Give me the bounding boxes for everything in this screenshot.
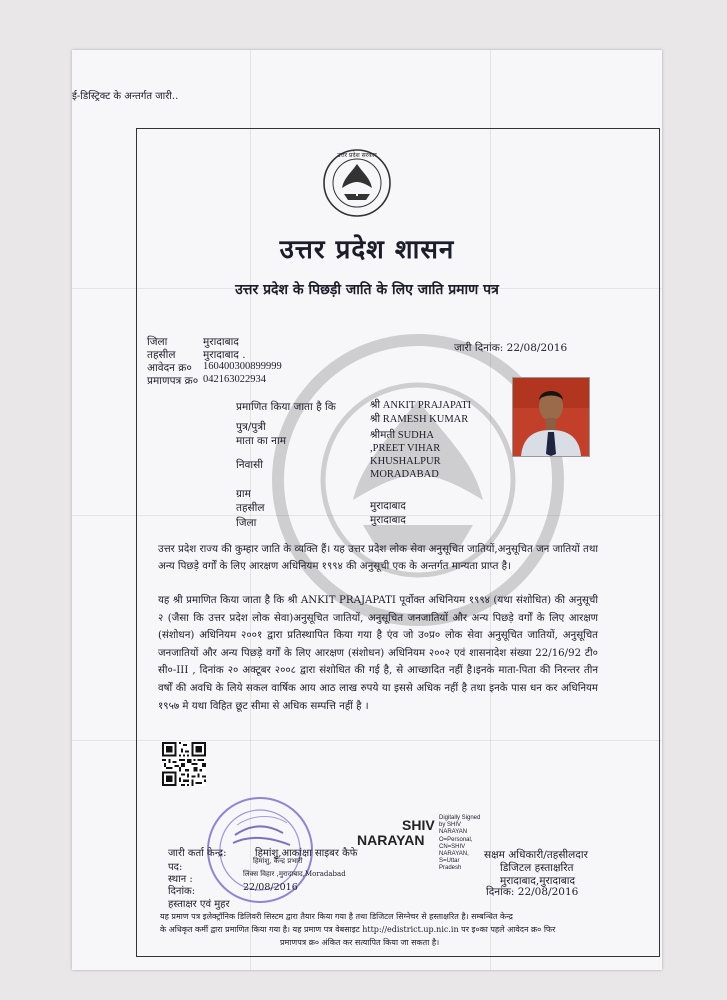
issue-date: जारी दिनांक: 22/08/2016 xyxy=(454,342,568,354)
footer-line-2: के अधिकृत कर्मी द्वारा प्रमाणित किया गया है। यह प्रमाण पत्र वेबसाइट http://edistrict.up.nic.in पर इ०का पहले आवेदन क्र० फिर xyxy=(160,925,556,934)
dsig-line: NARAYAN, xyxy=(439,851,469,858)
issuer-date-value: 22/08/2016 xyxy=(243,882,298,893)
declaration-paragraph: यह श्री प्रमाणित किया जाता है कि श्री ANKIT PRAJAPATI पूर्वोक्त अधिनियम १९९४ (यथा संशोधित) की अनुसूची २ (जैसा कि उत्तर प्रदेश लोक सेवा)अनुसूचित जातियों, अनुसूचित जनजातियों और अन्य पिछड़े वर्गों के लिए आरक्षण (संशोधन) अधिनियम २००१ द्वारा प्रतिस्थापित किया गया है एंव जो उ०प्र० लोक सेवा अनुसूचित जातियों, अनुसूचित जनजातियों और अन्य पिछड़े वर्गों के लिए आरक्षण (संशोधन) अधिनियम २००२ एवं शासनादेश संख्या 22/16/92 टी० सी०-III , दिनांक २० अक्टूबर २००८ द्वारा संशोधित की गई है, से आच्छादित नहीं है।इनके माता-पिता की निरन्तर तीन वर्षों की अवधि के लिये सकल वार्षिक आय आठ लाख रुपये या इससे अधिक नहीं है तथा इनके पास धन कर अधिनियम १९५७ मे यथा विहित छूट सीमा से अधिक सम्पत्ति नहीं है । xyxy=(158,595,598,712)
village-label: ग्राम xyxy=(236,488,251,500)
issuer-post-label: पद: xyxy=(168,862,183,873)
dsig-line: by SHIV xyxy=(439,822,462,829)
certificate-no-label: प्रमाणपत्र क्र० xyxy=(147,375,199,387)
district-label-2: जिला xyxy=(236,517,257,529)
footer-line-1: यह प्रमाण पत्र इलेक्ट्रॉनिक डिलिवरी सिस्टम द्वारा तैयार किया गया है तथा डिजिटल सिग्नेचर से हस्ताक्षरित है। सम्बन्धित केन्द्र xyxy=(160,912,513,921)
signer-line-2: NARAYAN xyxy=(357,832,425,848)
address-line-1: ,PREET VIHAR xyxy=(370,443,441,454)
tehsil-label: तहसील xyxy=(147,349,176,361)
application-no-label: आवेदन क्र० xyxy=(147,362,192,374)
district-label: जिला xyxy=(147,336,168,348)
dsig-line: Digitally Signed xyxy=(439,815,481,821)
authority-line-3: मुरादाबाद,मुरादाबाद xyxy=(500,875,576,887)
page-title: उत्तर प्रदेश शासन xyxy=(279,235,455,265)
issuer-date-label: दिनांक: xyxy=(168,886,196,897)
sign-and-seal-label: हस्ताक्षर एवं मुहर xyxy=(168,899,230,910)
issuer-place-value: लिंक्स विहार ,मुरादाबाद,Moradabad xyxy=(243,870,346,878)
qr-code-icon xyxy=(162,742,206,786)
digital-signer-name xyxy=(357,818,435,848)
address-line-3: MORADABAD xyxy=(370,469,439,480)
caste-paragraph: उत्तर प्रदेश राज्य की कुम्हार जाति के व्यक्ति हैं। यह उत्तर प्रदेश लोक सेवा अनुसूचित जातियों,अनुसूचित जन जातियों तथा अन्य पिछड़े वर्गों के लिए आरक्षण अधिनियम १९९४ की अनुसूची एक के अन्तर्गत मान्यता प्राप्त है। xyxy=(158,544,598,572)
authority-date: दिनांक: 22/08/2016 xyxy=(486,886,579,898)
issuer-place-label: स्थान : xyxy=(168,874,193,885)
tehsil-value-2: मुरादाबाद xyxy=(370,500,406,512)
applicant-photo xyxy=(512,377,590,457)
watermark-emblem-icon xyxy=(268,330,568,630)
father-name: श्री RAMESH KUMAR xyxy=(370,414,469,425)
dsig-line: O=Personal, xyxy=(439,836,473,843)
son-of-label: पुत्र/पुत्री xyxy=(236,421,266,433)
digital-signature-details xyxy=(439,815,480,873)
certified-label: प्रमाणित किया जाता है कि xyxy=(236,401,336,413)
footer-line-3: प्रमाणपत्र क्र० अंकित कर सत्यापित किया जा सकता है। xyxy=(280,938,440,947)
authority-line-1: सक्षम अधिकारी/तहसीलदार xyxy=(484,849,588,861)
dsig-line: S=Uttar xyxy=(439,858,460,865)
dsig-line: CN=SHIV xyxy=(439,843,466,850)
resident-label: निवासी xyxy=(236,459,263,471)
emblem-text: उत्तर प्रदेश सरकार xyxy=(337,152,377,159)
dsig-line: Pradesh xyxy=(439,865,462,872)
address-line-2: KHUSHALPUR xyxy=(370,456,441,467)
application-no-value: 160400300899999 xyxy=(203,361,282,372)
dsig-line: NARAYAN xyxy=(439,829,468,836)
mother-name: श्रीमती SUDHA xyxy=(370,430,434,441)
authority-line-2: डिजिटल हस्ताक्षरित xyxy=(500,862,574,874)
person-name: श्री ANKIT PRAJAPATI xyxy=(370,400,472,411)
district-value: मुरादाबाद xyxy=(203,336,239,348)
tehsil-label-2: तहसील xyxy=(236,502,265,514)
page-subtitle: उत्तर प्रदेश के पिछड़ी जाति के लिए जाति प्रमाण पत्र xyxy=(235,282,499,298)
footer-note xyxy=(160,910,610,949)
district-value-2: मुरादाबाद xyxy=(370,514,406,526)
issuer-center-value: हिमांशु,आकांक्षा साइबर कैफे xyxy=(255,848,358,859)
tehsil-value: मुरादाबाद . xyxy=(203,349,246,361)
issued-under-text: ई-डिस्ट्रिक्ट के अन्तर्गत जारी.. xyxy=(72,91,179,102)
signer-line-1: SHIV xyxy=(402,817,435,833)
issuer-post-value: हिमांशु, केन्द्र प्रभारी xyxy=(253,857,303,865)
mother-label: माता का नाम xyxy=(236,435,286,447)
issuer-center-label: जारी कर्ता केन्द्र: xyxy=(168,848,227,859)
certificate-no-value: 042163022934 xyxy=(203,374,266,385)
